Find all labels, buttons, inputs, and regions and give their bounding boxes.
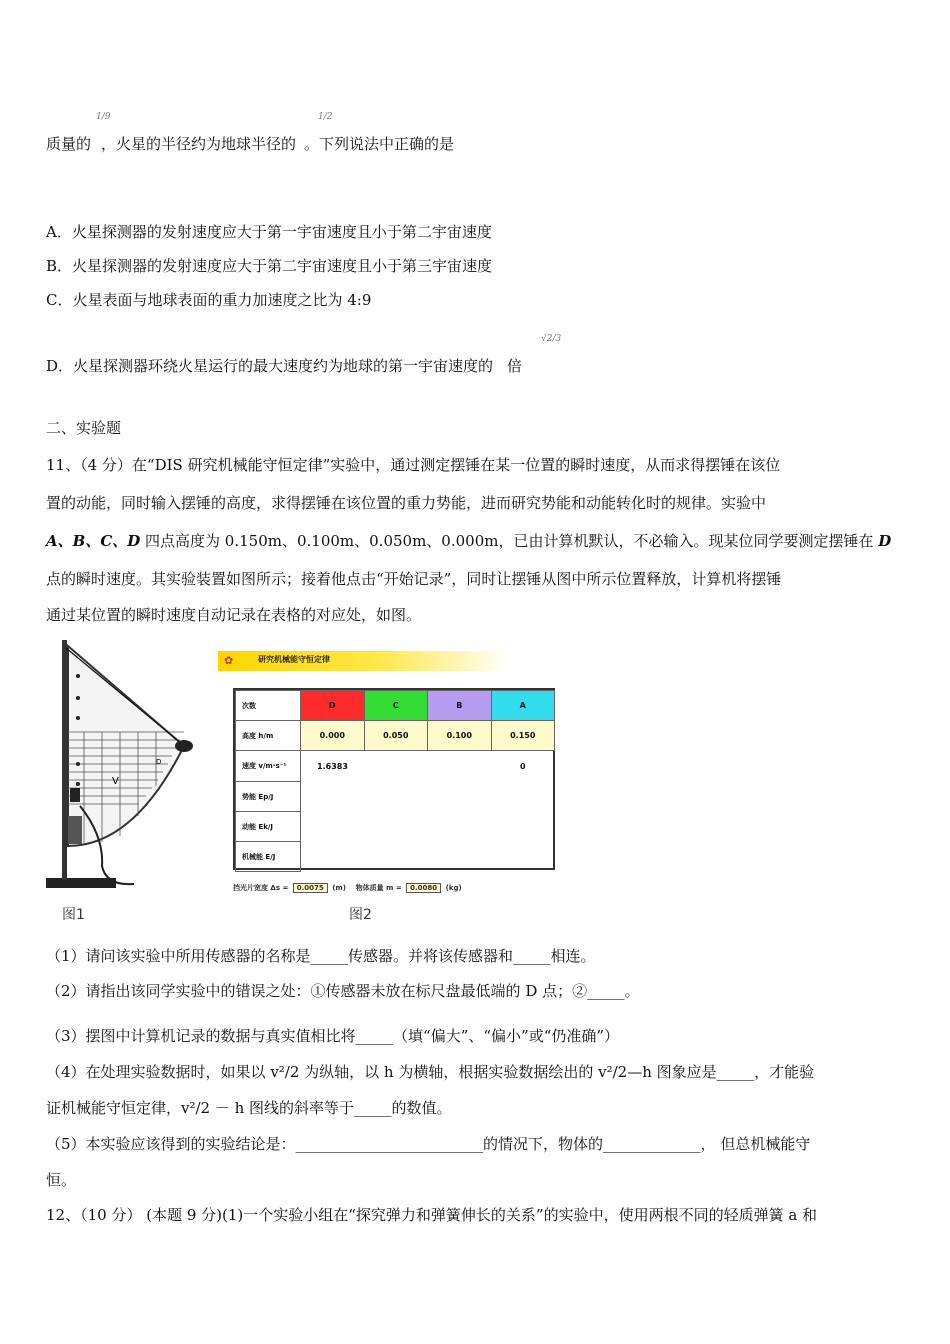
- q11-line2: 置的动能，同时输入摆锤的高度，求得摆锤在该位置的重力势能，进而研究势能和动能转化时的规律。实验中: [46, 494, 767, 512]
- pendulum-bob: [175, 740, 193, 752]
- pendulum-apparatus-figure: [44, 636, 204, 898]
- speed-d: 1.6383: [317, 761, 348, 771]
- q11-line3: [46, 531, 891, 551]
- q11-line4: 点的瞬时速度。其实验装置如图所示；接着他点击“开始记录”，同时让摆锤从图中所示位置释放，计算机将摆锤: [46, 570, 782, 588]
- col-header-d[interactable]: D: [301, 691, 365, 721]
- mass-input[interactable]: 0.0080: [406, 883, 441, 893]
- q11-sub4-line1: （4）在处理实验数据时，如果以 v²/2 为纵轴，以 h 为横轴，根据实验数据绘出的 v²/2—h 图象应是_____，才能验: [46, 1063, 815, 1081]
- col-header-b[interactable]: B: [428, 691, 492, 721]
- shutter-width-input[interactable]: 0.0075: [293, 883, 328, 893]
- header-label: 次数: [236, 691, 301, 721]
- mechanical-energy-cells: [301, 842, 555, 872]
- fig1-label-d: D: [156, 758, 162, 766]
- col-header-c[interactable]: C: [364, 691, 428, 721]
- row-label-mechanical-energy: 机械能 E/J: [236, 842, 301, 872]
- potential-energy-cells: [301, 782, 555, 812]
- q11-sub5-line1: （5）本实验应该得到的实验结论是：_________________________的情况下，物体的_____________， 但总机械能守: [46, 1135, 811, 1153]
- q12-line1: 12、（10 分） (本题 9 分)(1)一个实验小组在“探究弹力和弹簧伸长的关系”的实验中，使用两根不同的轻质弹簧 a 和: [46, 1206, 818, 1224]
- row-label-kinetic-energy: 动能 Ek/J: [236, 812, 301, 842]
- option-d: [46, 356, 522, 376]
- mass-label: 物体质量 m =: [355, 884, 402, 892]
- apparatus-base: [46, 878, 116, 888]
- q11-line5: 通过某位置的瞬时速度自动记录在表格的对应处，如图。: [46, 606, 422, 624]
- q11-sub2: （2）请指出该同学实验中的错误之处：①传感器未放在标尺盘最低端的 D 点；②_____。: [46, 982, 640, 1000]
- intro-part3: 。下列说法中正确的是: [304, 135, 455, 153]
- software-title: 研究机械能守恒定律: [258, 655, 330, 664]
- row-label-potential-energy: 势能 Ep/J: [236, 782, 301, 812]
- speed-c: [364, 751, 428, 782]
- q11-line3-rest: 四点高度为 0.150m、0.100m、0.050m、0.000m，已由计算机默认，不必输入。现某位同学要测定摆锤在: [140, 532, 879, 550]
- table-row: [236, 782, 555, 812]
- intro-part1: 质量的: [46, 135, 92, 153]
- parameter-row: [233, 883, 462, 893]
- figure2-caption: 图2: [349, 907, 372, 923]
- option-d-part1: D．火星探测器环绕火星运行的最大速度约为地球的第一宇宙速度的: [46, 357, 494, 375]
- mass-unit: (kg): [445, 884, 462, 892]
- dis-data-table-frame: [233, 688, 555, 870]
- option-c: C．火星表面与地球表面的重力加速度之比为 4:9: [46, 291, 372, 309]
- row-label-height: 高度 h/m: [236, 721, 301, 751]
- option-b: B．火星探测器的发射速度应大于第二宇宙速度且小于第三宇宙速度: [46, 257, 493, 275]
- table-header-row: [236, 691, 555, 721]
- sensor: [70, 788, 80, 802]
- row-label-speed: 速度 v/m·s⁻¹: [236, 751, 301, 782]
- intro-part2: ，火星的半径约为地球半径的: [101, 135, 297, 153]
- q11-points: A、B、C、D: [46, 532, 141, 550]
- height-c: 0.050: [364, 721, 428, 751]
- clamp: [68, 816, 82, 844]
- shutter-width-unit: (m): [332, 884, 346, 892]
- table-row: [236, 812, 555, 842]
- q11-sub3: （3）摆图中计算机记录的数据与真实值相比将_____（填“偏大”、“偏小”或“仍准确”）: [46, 1027, 620, 1045]
- speed-b: [428, 751, 492, 782]
- intro-line: [46, 134, 454, 154]
- fraction-sqrt2-over-3: √2/3: [541, 334, 562, 344]
- q11-line1: 11、（4 分）在“DIS 研究机械能守恒定律”实验中，通过测定摆锤在某一位置的瞬时速度，从而求得摆锤在该位: [46, 456, 781, 474]
- shutter-width-label: 挡光片宽度 Δs =: [233, 884, 289, 892]
- software-logo-icon: ✿: [224, 654, 234, 667]
- apparatus-rod: [62, 640, 67, 880]
- section-title: 二、实验题: [46, 419, 122, 437]
- figure1-caption: 图1: [62, 907, 85, 923]
- height-a: 0.150: [491, 721, 555, 751]
- dis-data-table: [235, 690, 555, 872]
- table-row: [236, 721, 555, 751]
- q11-point-d: D: [878, 532, 892, 550]
- scale-board: [68, 646, 184, 846]
- table-row: [236, 842, 555, 872]
- kinetic-energy-cells: [301, 812, 555, 842]
- speed-a: 0: [519, 761, 526, 771]
- fig1-label-v: V: [112, 776, 119, 787]
- fraction-one-half: 1/2: [318, 112, 333, 122]
- software-title-banner: [218, 651, 508, 671]
- height-d: 0.000: [301, 721, 365, 751]
- option-d-part2: 倍: [507, 357, 523, 375]
- table-row: [236, 751, 555, 782]
- q11-sub4-line2: 证机械能守恒定律，v²/2 － h 图线的斜率等于_____的数值。: [46, 1099, 452, 1117]
- fraction-one-ninth: 1/9: [96, 112, 111, 122]
- col-header-a[interactable]: A: [491, 691, 555, 721]
- q11-sub1: （1）请问该实验中所用传感器的名称是_____传感器。并将该传感器和_____相连。: [46, 947, 596, 965]
- q11-sub5-line2: 恒。: [46, 1171, 77, 1189]
- option-a: A．火星探测器的发射速度应大于第一宇宙速度且小于第二宇宙速度: [46, 223, 492, 241]
- height-b: 0.100: [428, 721, 492, 751]
